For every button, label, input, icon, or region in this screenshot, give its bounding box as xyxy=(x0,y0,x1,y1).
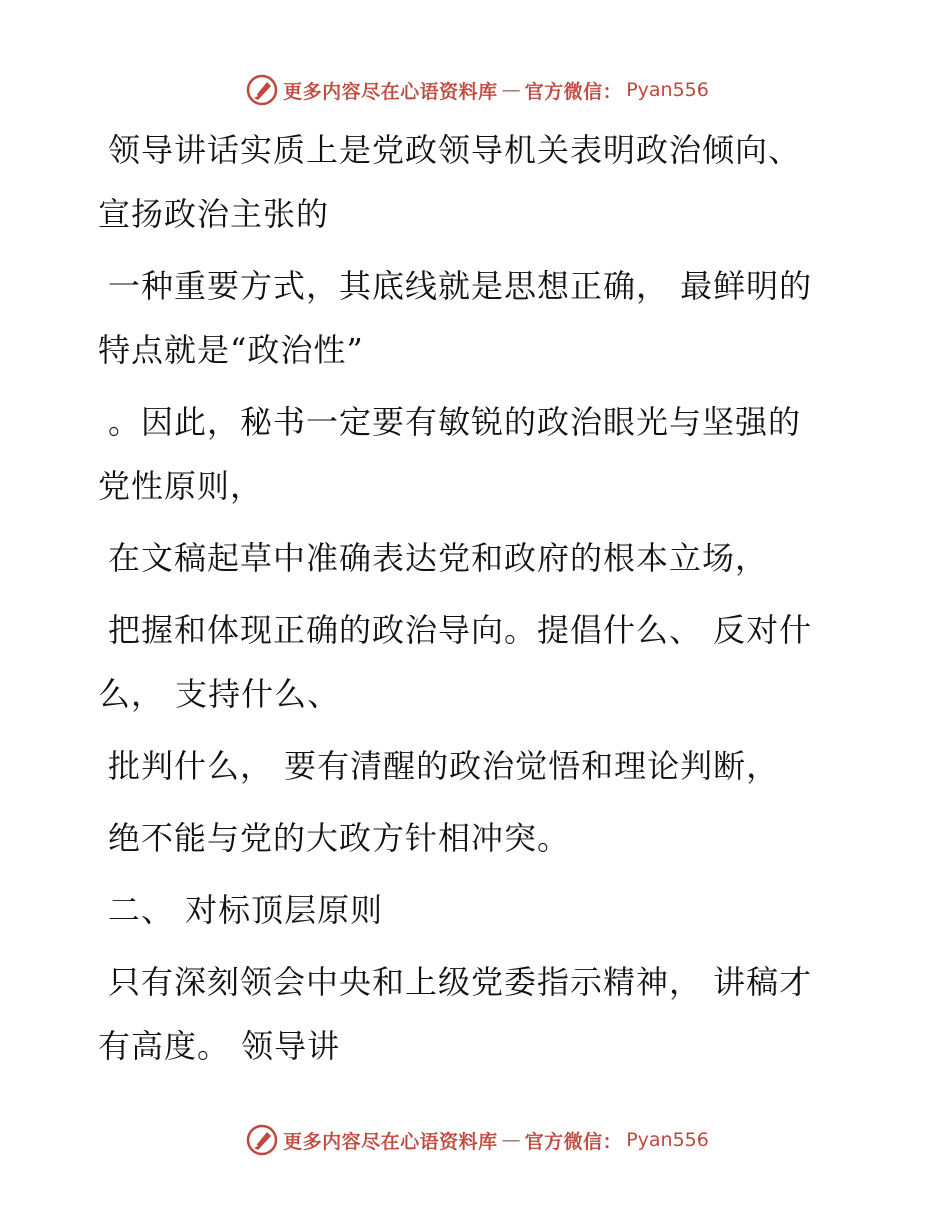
watermark-group xyxy=(245,1123,709,1157)
watermark-separator: — xyxy=(501,79,521,101)
watermark-brand-text: 更多内容尽在心语资料库 xyxy=(283,80,498,103)
watermark-wechat-label: 官方微信： xyxy=(524,1130,623,1153)
paragraph-line: 特点就是“政治性” xyxy=(98,331,364,369)
paragraph-line: 批判什么， 要有清醒的政治觉悟和理论判断， xyxy=(108,747,780,785)
watermark-separator: — xyxy=(501,1129,521,1151)
section-heading xyxy=(98,878,858,942)
paragraph xyxy=(98,254,858,382)
footer-watermark xyxy=(0,1120,950,1160)
watermark-wechat-id: Pyan556 xyxy=(626,1129,709,1151)
watermark-brand-text: 更多内容尽在心语资料库 xyxy=(283,1130,498,1153)
paragraph-line: 党性原则， xyxy=(98,467,264,505)
paragraph-line: 领导讲话实质上是党政领导机关表明政治倾向、 xyxy=(108,131,802,169)
watermark-group xyxy=(245,73,709,107)
paragraph-line: 一种重要方式，其底线就是思想正确， 最鲜明的 xyxy=(108,267,813,305)
paragraph xyxy=(98,526,858,590)
header-watermark xyxy=(0,70,950,110)
paragraph-line: 宣扬政治主张的 xyxy=(98,195,330,233)
watermark-wechat-id: Pyan556 xyxy=(626,79,709,101)
paragraph-line: 绝不能与党的大政方针相冲突。 xyxy=(108,819,571,857)
document-body xyxy=(98,118,858,1086)
paragraph-line: 么， 支持什么、 xyxy=(98,675,341,713)
paragraph-line: 把握和体现正确的政治导向。提倡什么、 反对什 xyxy=(108,611,813,649)
paragraph-line: 。因此，秘书一定要有敏锐的政治眼光与坚强的 xyxy=(108,403,802,441)
pen-nib-circle-icon xyxy=(245,73,279,107)
paragraph xyxy=(98,734,858,798)
pen-nib-circle-icon xyxy=(245,1123,279,1157)
paragraph-line: 有高度。 领导讲 xyxy=(98,1027,341,1065)
section-heading-text: 二、 对标顶层原则 xyxy=(108,891,384,929)
paragraph xyxy=(98,390,858,518)
paragraph xyxy=(98,598,858,726)
paragraph xyxy=(98,118,858,246)
paragraph-line: 在文稿起草中准确表达党和政府的根本立场， xyxy=(108,539,769,577)
paragraph-line: 只有深刻领会中央和上级党委指示精神， 讲稿才 xyxy=(108,963,813,1001)
paragraph xyxy=(98,806,858,870)
watermark-wechat-label: 官方微信： xyxy=(524,80,623,103)
paragraph xyxy=(98,950,858,1078)
